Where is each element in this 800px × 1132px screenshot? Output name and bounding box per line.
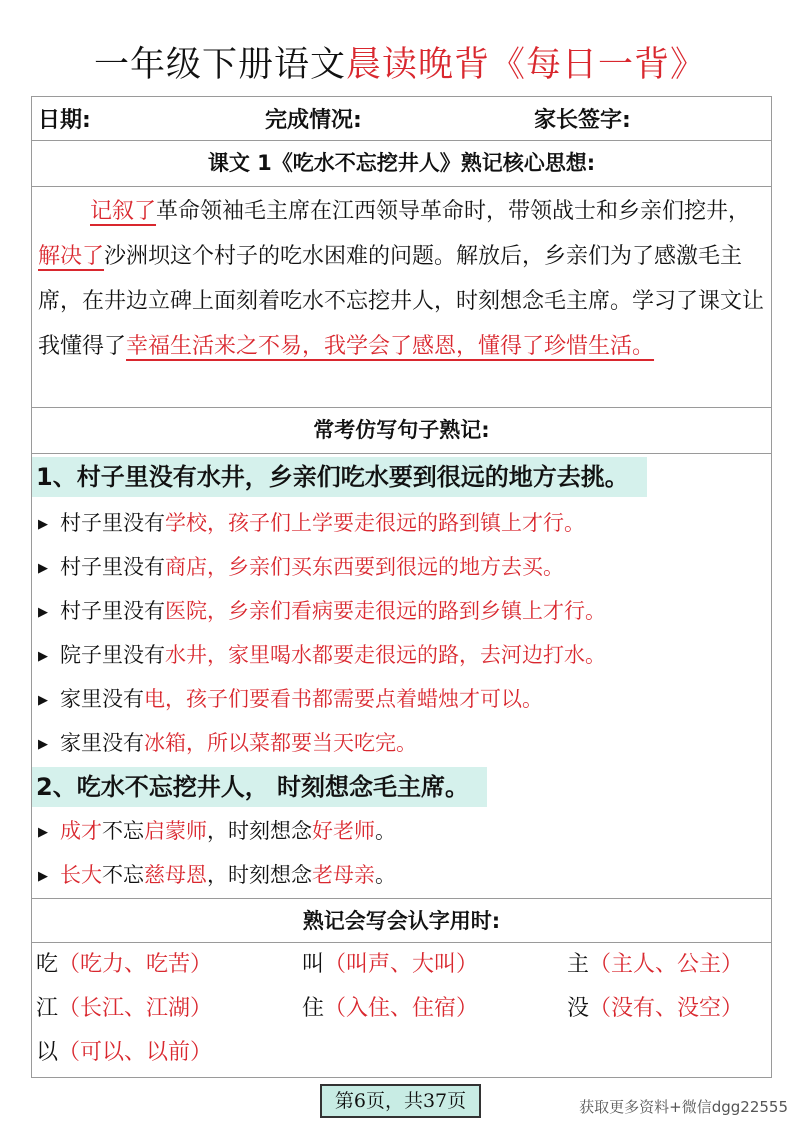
status-label: 完成情况:	[265, 108, 362, 133]
word-entry: 叫（叫声、大叫）	[302, 952, 479, 977]
word-entry: 江（长江、江湖）	[36, 996, 213, 1021]
list-item: ▶ 村子里没有学校，孩子们上学要走很远的路到镇上才行。	[38, 508, 585, 540]
section-title-1: 1、村子里没有水井，乡亲们吃水要到很远的地方去挑。	[32, 457, 647, 497]
list-item: ▶ 长大不忘慈母恩，时刻想念老母亲。	[38, 860, 396, 892]
imitation-heading: 常考仿写句子熟记:	[313, 418, 490, 442]
triangle-bullet-icon: ▶	[38, 869, 48, 884]
lesson-heading: 课文 1《吃水不忘挖井人》熟记核心思想:	[207, 151, 596, 175]
word-entry: 主（主人、公主）	[567, 952, 744, 977]
watermark-text: 获取更多资料+微信dgg22555	[579, 1098, 788, 1116]
word-entry: 以（可以、以前）	[36, 1040, 213, 1065]
word-entry: 住（入住、住宿）	[302, 996, 479, 1021]
list-item: ▶ 村子里没有医院，乡亲们看病要走很远的路到乡镇上才行。	[38, 596, 606, 628]
lesson-heading-row	[32, 141, 771, 187]
lesson-part: 记叙了	[90, 199, 157, 224]
title-prefix: 一年级下册语文	[93, 45, 346, 85]
triangle-bullet-icon: ▶	[38, 825, 48, 840]
page-number-badge: 第6页，共37页	[320, 1084, 481, 1118]
word-entry: 没（没有、没空）	[567, 996, 744, 1021]
list-item: ▶ 成才不忘启蒙师，时刻想念好老师。	[38, 816, 396, 848]
list-item: ▶ 院子里没有水井，家里喝水都要走很远的路，去河边打水。	[38, 640, 606, 672]
lesson-part: 幸福生活来之不易，我学会了感恩，懂得了珍惜生活。	[126, 334, 655, 359]
triangle-bullet-icon: ▶	[38, 693, 48, 708]
lesson-part: 革命领袖毛主席在江西领导革命时，带领战士和乡亲们挖井，	[156, 199, 751, 224]
date-label: 日期:	[38, 108, 91, 133]
words-heading: 熟记会写会认字用时:	[302, 909, 501, 933]
list-item: ▶ 家里没有电，孩子们要看书都需要点着蜡烛才可以。	[38, 684, 543, 716]
lesson-part: 解决了	[38, 244, 105, 269]
imitation-body-row	[32, 454, 771, 899]
header-row	[32, 97, 771, 141]
list-item: ▶ 村子里没有商店，乡亲们买东西要到很远的地方去买。	[38, 552, 564, 584]
title-suffix: 晨读晚背《每日一背》	[346, 45, 707, 85]
lesson-part: 沙洲坝这个村子的吃水困难的问题。解放后，乡亲们为了感激毛主席，在井边立碑上面刻着吃水不忘挖井人，时刻想念毛主席。学习了课文让我懂得了	[38, 244, 765, 359]
section-title-2: 2、吃水不忘挖井人， 时刻想念毛主席。	[32, 767, 487, 807]
imitation-heading-row	[32, 408, 771, 454]
triangle-bullet-icon: ▶	[38, 649, 48, 664]
page-title	[0, 40, 800, 90]
words-heading-row	[32, 899, 771, 943]
lesson-paragraph	[38, 189, 772, 369]
signature-label: 家长签字:	[534, 108, 631, 133]
triangle-bullet-icon: ▶	[38, 737, 48, 752]
list-item: ▶ 家里没有冰箱，所以菜都要当天吃完。	[38, 728, 417, 760]
triangle-bullet-icon: ▶	[38, 561, 48, 576]
word-entry: 吃（吃力、吃苦）	[36, 952, 213, 977]
content-table	[31, 96, 772, 1078]
triangle-bullet-icon: ▶	[38, 517, 48, 532]
triangle-bullet-icon: ▶	[38, 605, 48, 620]
